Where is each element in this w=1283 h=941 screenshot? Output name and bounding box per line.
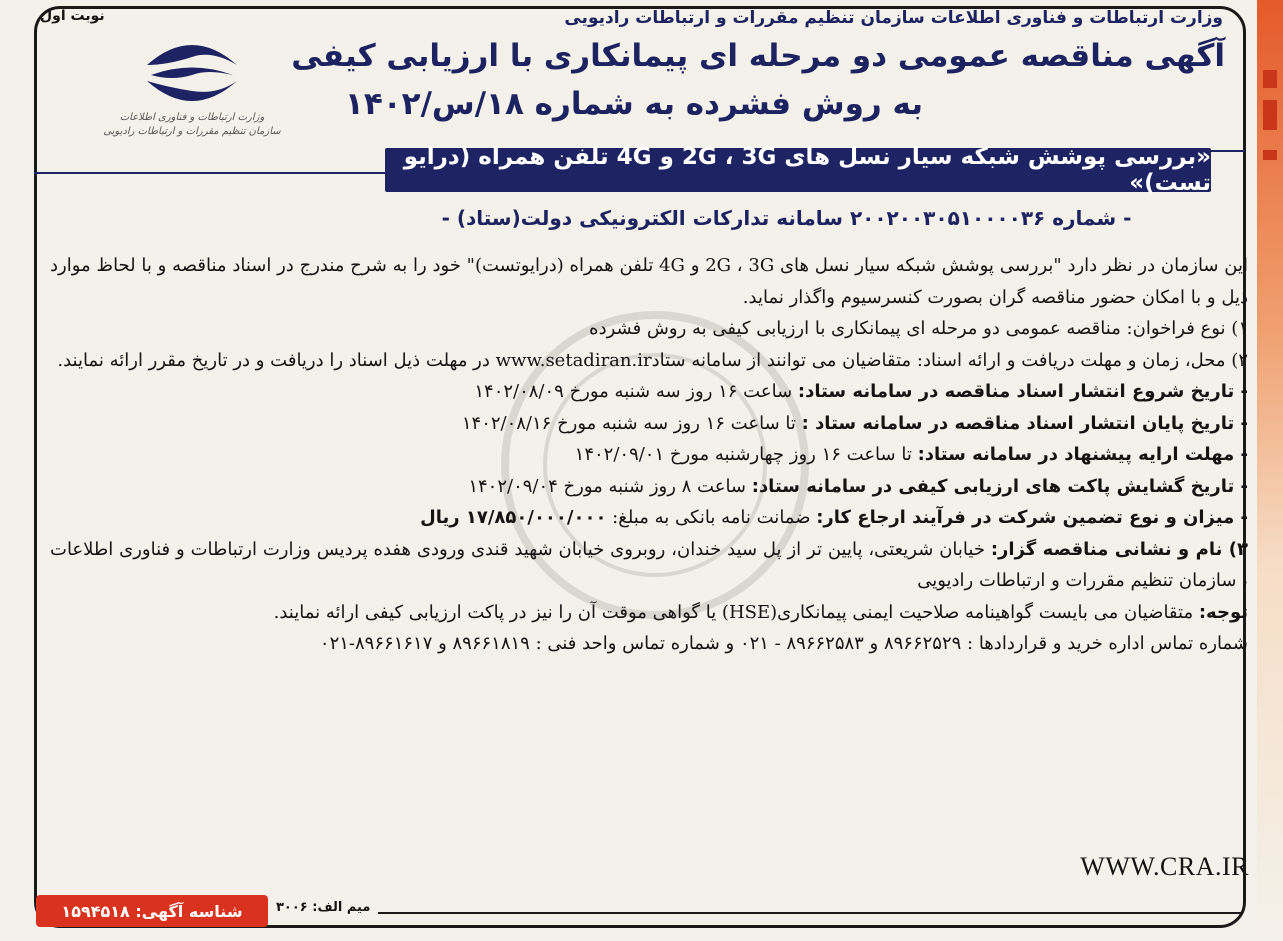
round-label: نوبت اول (40, 8, 105, 24)
subject-text: «بررسی پوشش شبکه سیار نسل های 2G ، 3G و 4G تلفن همراه (درایو تست)» (403, 144, 1211, 196)
item-3-value: خیابان شریعتی، پایین تر از پل سید خندان، روبروی خیابان شهید قندی ورودی هفده پردیس وزارت ارتباطات و فناوری اطلاعات ، سازمان تنظیم مقررات و ارتباطات رادیویی (50, 538, 1248, 591)
item-3 (50, 534, 1248, 597)
date-label: - تاریخ پایان انتشار اسناد مناقصه در سامانه ستاد : (801, 412, 1248, 434)
note-value: متقاضیان می بایست گواهینامه صلاحیت ایمنی پیمانکاری(HSE) یا گواهی موقت آن را نیز در پاکت ارزیابی کیفی ارائه نمایند. (273, 601, 1194, 623)
note-row (50, 597, 1248, 629)
ad-title-line1: آگهی مناقصه عمومی دو مرحله ای پیمانکاری با ارزیابی کیفی (291, 38, 1225, 74)
cra-logo-icon (137, 35, 247, 105)
date-value: ساعت ۸ روز شنبه مورخ ۱۴۰۲/۰۹/۰۴ (468, 475, 747, 497)
guarantee-label: - میزان و نوع تضمین شرکت در فرآیند ارجاع کار: (816, 507, 1248, 528)
footer-code: میم الف: ۳۰۰۶ (268, 900, 378, 915)
ad-title-line2: به روش فشرده به شماره ۱۸/س/۱۴۰۲ (344, 86, 923, 122)
item-2-text-b: در مهلت ذیل اسناد را دریافت و در تاریخ مقرر ارائه نمایند. (57, 349, 490, 371)
intro-paragraph: این سازمان در نظر دارد "بررسی پوشش شبکه سیار نسل های 2G ، 3G و 4G تلفن همراه (درایوتست)" خود را به شرح مندرج در اسناد مناقصه و با لحاظ موارد ذیل و با امکان حضور مناقصه گران بصورت کنسرسیوم واگذار نماید. (50, 255, 1248, 308)
band-rule-left (34, 172, 394, 174)
date-label: - مهلت ارایه پیشنهاد در سامانه ستاد: (917, 444, 1248, 465)
website-link[interactable]: WWW.CRA.IR (1080, 852, 1249, 881)
ad-id-text: شناسه آگهی: ۱۵۹۴۵۱۸ (61, 901, 243, 921)
date-label: - تاریخ شروع انتشار اسناد مناقصه در سامانه ستاد: (797, 381, 1248, 402)
ad-body (50, 250, 1248, 660)
contact-row: شماره تماس اداره خرید و قراردادها : ۸۹۶۶۲۵۲۹ و ۸۹۶۶۲۵۸۳ - ۰۲۱ و شماره تماس واحد فنی : ۸۹۶۶۱۸۱۹ و ۸۹۶۶۱۶۱۷-۰۲۱ (319, 633, 1248, 654)
note-label: توجه: (1198, 601, 1248, 623)
organization-logo (92, 35, 292, 155)
date-value: تا ساعت ۱۶ روز سه شنبه مورخ ۱۴۰۲/۰۸/۱۶ (461, 412, 796, 434)
guarantee-row (50, 502, 1248, 534)
setad-url-link[interactable]: www.setadiran.ir (495, 349, 652, 371)
date-value: تا ساعت ۱۶ روز چهارشنبه مورخ ۱۴۰۲/۰۹/۰۱ (574, 444, 912, 465)
item-1: ۱) نوع فراخوان: مناقصه عمومی دو مرحله ای پیمانکاری با ارزیابی کیفی به روش فشرده (589, 318, 1248, 339)
page-edge-strip (1257, 0, 1283, 941)
date-row (50, 471, 1248, 503)
ministry-name: وزارت ارتباطات و فناوری اطلاعات سازمان تنظیم مقررات و ارتباطات رادیویی (564, 8, 1223, 28)
setad-number: - شماره ۲۰۰۲۰۰۳۰۵۱۰۰۰۰۳۶ سامانه تدارکات الکترونیکی دولت(ستاد) - (441, 206, 1132, 230)
date-value: ساعت ۱۶ روز سه شنبه مورخ ۱۴۰۲/۰۸/۰۹ (474, 381, 793, 402)
date-row (50, 439, 1248, 471)
subject-band (385, 144, 1211, 196)
guarantee-value: ضمانت نامه بانکی به مبلغ: (612, 507, 811, 528)
date-row (50, 376, 1248, 408)
item-3-label: ۳) نام و نشانی مناقصه گزار: (990, 538, 1248, 560)
ad-id-badge (36, 895, 268, 927)
logo-caption-line2: سازمان تنظیم مقررات و ارتباطات رادیویی (103, 126, 281, 137)
guarantee-amount: ۱۷/۸۵۰/۰۰۰/۰۰۰ ریال (420, 507, 607, 528)
item-2-text-a: ۲) محل، زمان و مهلت دریافت و ارائه اسناد: متقاضیان می توانند از سامانه ستاد (651, 349, 1248, 371)
date-row (50, 408, 1248, 440)
date-label: - تاریخ گشایش پاکت های ارزیابی کیفی در سامانه ستاد: (751, 475, 1248, 497)
item-2 (50, 345, 1248, 377)
logo-caption-line1: وزارت ارتباطات و فناوری اطلاعات (119, 112, 265, 123)
footer-rule (268, 912, 1243, 914)
band-rule-right (1205, 150, 1245, 152)
